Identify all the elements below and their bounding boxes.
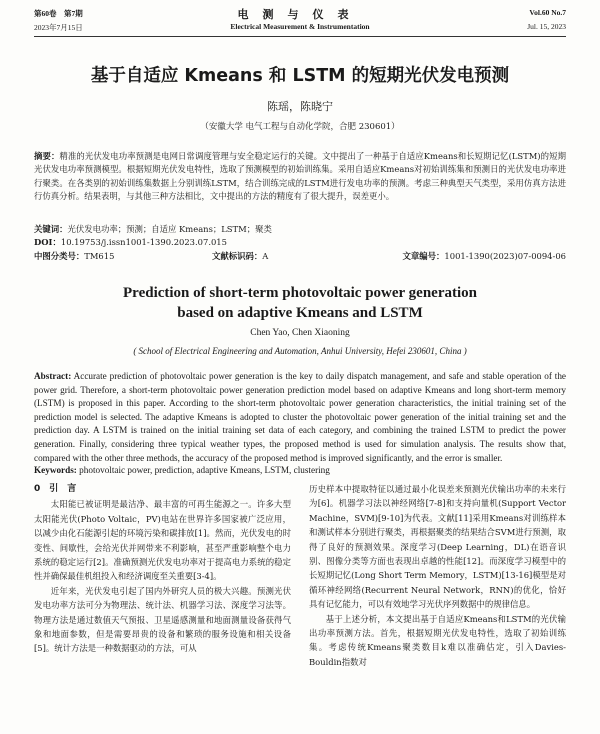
doc-code-label: 文献标识码：: [212, 251, 263, 261]
paper-title-cn: 基于自适应 Kmeans 和 LSTM 的短期光伏发电预测: [90, 66, 510, 86]
journal-name-en: Electrical Measurement & Instrumentation: [230, 22, 370, 31]
date-cn: 2023年7月15日: [34, 23, 83, 32]
keywords-en: [34, 464, 566, 478]
abstract-cn-label: 摘要：: [34, 151, 60, 161]
body-column-right: [309, 482, 566, 669]
volume-cn: 第60卷 第7期: [34, 9, 83, 18]
body-paragraph: 近年来，光伏发电引起了国内外研究人员的极大兴趣。预测光伏发电功率方法可分为物理法、统计法、机器学习法、深度学习法等。物理方法是通过数值天气预报、卫星遥感测量和地面测量设备获得气象和地面参数，但是需要昂贵的设备和繁琐的服务设施和相关设备[5]。统计方法是一种数据驱动的方法，可从: [34, 585, 291, 654]
doc-code: [212, 250, 268, 262]
body-paragraph: 太阳能已被证明是最洁净、最丰富的可再生能源之一。许多大型太阳能光伏(Photo Voltaic，PV)电站在世界许多国家被广泛应用，以减少由化石能源引起的环境污染和碳排放[1]。然而，光伏发电的时变性、间歇性，会给光伏并网带来不利影响，甚至严重影响整个电力系统的稳定运行[2]。准确预测光伏发电功率对于提高电力系统的稳定性并确保最佳机组投入和经济调度至关重要[3-4]。: [34, 499, 291, 582]
date-en: Jul. 15, 2023: [527, 22, 566, 31]
class-value: TM615: [84, 251, 115, 261]
header-rule: [34, 36, 566, 37]
keywords-cn-label: 关键词：: [34, 224, 68, 234]
affiliation-cn: （安徽大学 电气工程与自动化学院，合肥 230601）: [200, 122, 400, 132]
paper-title-en: Prediction of short-term photovoltaic power generation based on adaptive Kmeans and LSTM: [123, 285, 477, 321]
volume-en: Vol.60 No.7: [529, 8, 566, 17]
body-paragraph: 历史样本中提取特征以通过最小化误差来预测光伏输出功率的未来行为[6]。机器学习法以神经网络[7-8]和支持向量机(Support Vector Machine，SVM)[9-10]为代表。文献[11]采用Kmeans对训练样本和测试样本分别进行聚类，再根据聚类的结果结合SVM进行预测，取得了良好的预测效果。深度学习(Deep Learning，DL)在语音识别、图像分类等方面也表现出卓越的性能[12]。而深度学习模型中的长短期记忆(Long Short Term Memory，LSTM)[13-16]模型是对循环神经网络(Recurrent Neural Network，RNN)的优化，恰好具有记忆能力，可以有效地学习光伏序列数据中的规律信息。: [309, 484, 566, 610]
keywords-cn: [34, 223, 566, 236]
authors-cn: 陈瑶，陈晓宁: [267, 100, 333, 113]
section-heading-introduction: 0 引 言: [34, 484, 77, 494]
body-paragraph: 基于上述分析，本文提出基于自适应Kmeans和LSTM的光伏输出功率预测方法。首先，根据短期光伏发电特性，选取了初始训练集。考虑传统Kmeans聚类数目k难以准确估定，引入Davies-Bouldin指数对: [309, 613, 566, 667]
doi-value: 10.19753/j.issn1001-1390.2023.07.015: [60, 237, 227, 247]
classification-row: [34, 250, 566, 264]
article-no-value: 1001-1390(2023)07-0094-06: [444, 251, 566, 261]
doi-label: DOI：: [34, 237, 61, 247]
affiliation-en: ( School of Electrical Engineering and Automation, Anhui University, Hefei 230601, China ): [133, 346, 467, 356]
keywords-en-label: Keywords:: [34, 465, 77, 475]
journal-name-cn: 电测与仪表: [237, 9, 363, 21]
class-label: 中图分类号：: [34, 251, 85, 261]
body-column-left: [34, 482, 291, 656]
keywords-cn-text: 光伏发电功率；预测；自适应 Kmeans；LSTM；聚类: [67, 224, 272, 234]
abstract-en-text: Accurate prediction of photovoltaic power generation is the key to daily dispatch management, and safe and stable operation of the power grid. Therefore, a short-term photovoltaic power generation prediction model based on adaptive Kmeans and long short-term memory (LSTM) is proposed in this paper. According to the short-term photovoltaic power generation characteristics, the initial training set of the prediction model is selected. The adaptive Kmeans is adopted to cluster the photovoltaic power generation of the initial training set and the prediction day. A LSTM is trained on the initial training set data of each category, and combining the trained LSTM to predict the power generation. Finally, considering three typical weather types, the proposed method is used for simulation analysis. The results show that, compared with the other three methods, the accuracy of the proposed method is improved significantly, and the error is smaller.: [34, 371, 566, 463]
abstract-cn: [34, 150, 566, 204]
doi-line: [34, 236, 566, 249]
authors-en: Chen Yao, Chen Xiaoning: [250, 328, 350, 338]
doc-code-value: A: [262, 251, 269, 261]
running-header: [34, 8, 566, 36]
abstract-cn-text: 精准的光伏发电功率预测是电网日常调度管理与安全稳定运行的关键。文中提出了一种基于自适应Kmeans和长短期记忆(LSTM)的短期光伏发电功率预测模型。根据短期光伏发电特性，选取了预测模型的初始训练集。采用自适应Kmeans对初始训练集和预测日的光伏发电功率进行聚类。在各类别的初始训练集数据上分别训练LSTM，结合训练完成的LSTM进行发电功率的预测。考虑三种典型天气类型，采用仿真方法进行仿真分析。结果表明，与其他三种方法相比，文中提出的方法的精度有了很大提升，误差更小。: [34, 151, 566, 202]
keywords-en-text: photovoltaic power, prediction, adaptive Kmeans, LSTM, clustering: [79, 465, 330, 475]
abstract-en-label: Abstract:: [34, 371, 72, 381]
article-no-label: 文章编号：: [402, 251, 445, 261]
article-number: [403, 250, 566, 262]
abstract-en: [34, 370, 566, 465]
class-number: [34, 250, 114, 262]
